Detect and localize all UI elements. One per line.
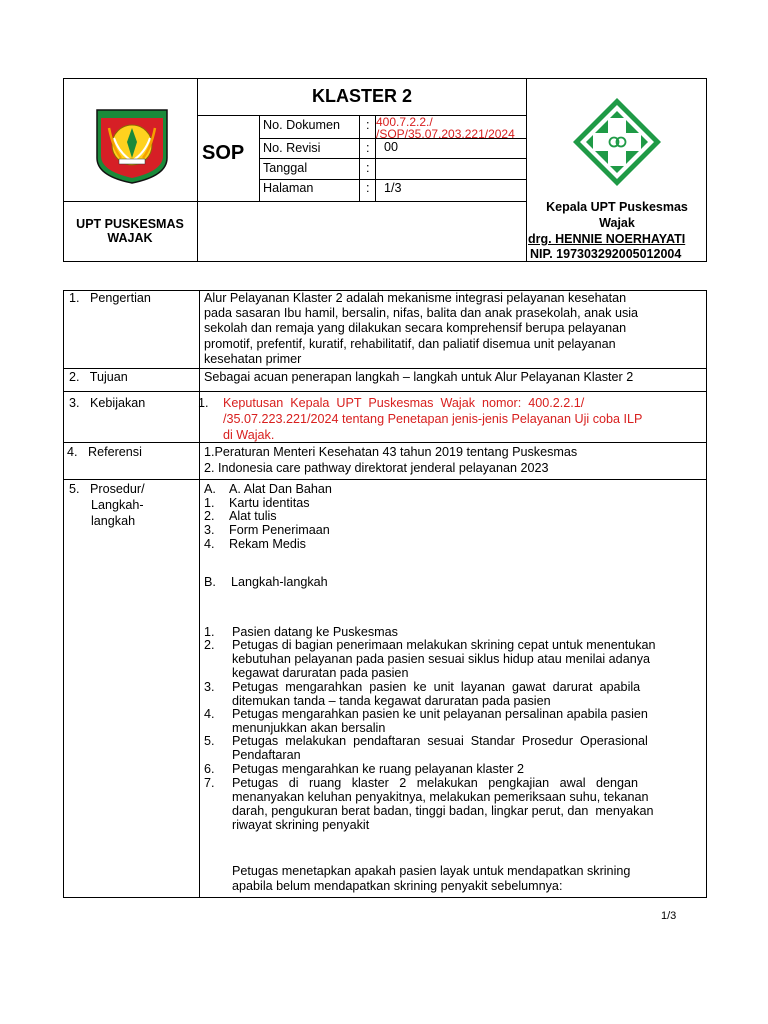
logo-banner-text: KABUPATEN MALANG: [95, 101, 171, 108]
alat-item: Form Penerimaan: [229, 523, 330, 537]
subsection-a-title: A. Alat Dan Bahan: [229, 482, 332, 496]
step-line: Pasien datang ke Puskesmas: [232, 625, 398, 639]
kebijakan-number: 1.: [198, 396, 209, 410]
alat-number: 3.: [204, 523, 215, 537]
step-number: 7.: [204, 776, 215, 790]
step-line: kebutuhan pelayanan pada pasien sesuai siklus hidup atau menilai adanya: [232, 652, 650, 666]
step-line: riwayat skrining penyakit: [232, 818, 370, 832]
closing-line: Petugas menetapkan apakah pasien layak untuk mendapatkan skrining: [232, 864, 631, 878]
alat-number: 1.: [204, 496, 215, 510]
signatory-name: drg. HENNIE NOERHAYATI: [528, 232, 686, 246]
pengertian-line: pada sasaran Ibu hamil, bersalin, nifas, balita dan anak prasekolah, anak usia: [204, 306, 639, 320]
doc-number-label: No. Dokumen: [263, 118, 340, 132]
section-label-pengertian: 1. Pengertian: [69, 291, 151, 305]
kebijakan-line: di Wajak.: [223, 428, 275, 442]
date-sep: :: [366, 161, 370, 175]
signatory-nip: NIP. 197303292005012004: [530, 247, 682, 261]
step-line: ditemukan tanda – tanda kegawat daruratan pada pasien: [232, 694, 551, 708]
step-line: Petugas melakukan pendaftaran sesuai Standar Prosedur Operasional: [232, 734, 648, 748]
section-label-prosedur: langkah: [91, 514, 136, 528]
step-number: 4.: [204, 707, 215, 721]
pengertian-line: Alur Pelayanan Klaster 2 adalah mekanisme integrasi pelayanan kesehatan: [204, 291, 627, 305]
alat-item: Rekam Medis: [229, 537, 306, 551]
step-line: kegawat daruratan pada pasien: [232, 666, 409, 680]
step-number: 3.: [204, 680, 215, 694]
step-line: Petugas di ruang klaster 2 melakukan pengkajian awal dengan: [232, 776, 639, 790]
kebijakan-line: Keputusan Kepala UPT Puskesmas Wajak nomor: 400.2.2.1/: [223, 396, 585, 410]
tujuan-text: Sebagai acuan penerapan langkah – langkah untuk Alur Pelayanan Klaster 2: [204, 370, 634, 384]
section-label-prosedur: Langkah-: [91, 498, 144, 512]
signatory-title: Kepala UPT Puskesmas: [546, 200, 688, 214]
step-line: Petugas mengarahkan ke ruang pelayanan klaster 2: [232, 762, 524, 776]
doc-number-sep: :: [366, 118, 370, 132]
puskesmas-logo: [571, 96, 663, 188]
alat-number: 4.: [204, 537, 215, 551]
section-label-referensi: 4. Referensi: [67, 445, 142, 459]
step-line: menunjukkan akan bersalin: [232, 721, 386, 735]
referensi-item: 1.Peraturan Menteri Kesehatan 43 tahun 2019 tentang Puskesmas: [204, 445, 578, 459]
revision-label: No. Revisi: [263, 141, 321, 155]
alat-item: Kartu identitas: [229, 496, 310, 510]
subsection-b-letter: B.: [204, 575, 216, 589]
section-label-prosedur: 5. Prosedur/: [69, 482, 145, 496]
subsection-b-title: Langkah-langkah: [231, 575, 328, 589]
section-label-tujuan: 2. Tujuan: [69, 370, 128, 384]
step-line: Petugas mengarahkan pasien ke unit layanan gawat darurat apabila: [232, 680, 641, 694]
pengertian-line: promotif, prefentif, kuratif, rehabilitatif, dan paliatif disemua unit pelayanan: [204, 337, 616, 351]
revision-sep: :: [366, 141, 370, 155]
doc-number-value-2: /SOP/35.07.203.221/2024: [376, 127, 515, 141]
step-number: 1.: [204, 625, 215, 639]
step-line: Petugas di bagian penerimaan melakukan skrining cepat untuk menentukan: [232, 638, 656, 652]
page-value: 1/3: [384, 181, 402, 195]
alat-item: Alat tulis: [229, 509, 277, 523]
kebijakan-line: /35.07.223.221/2024 tentang Penetapan jenis-jenis Pelayanan Uji coba ILP: [223, 412, 643, 426]
section-label-kebijakan: 3. Kebijakan: [69, 396, 146, 410]
pengertian-line: kesehatan primer: [204, 352, 302, 366]
revision-value: 00: [384, 140, 399, 154]
page-label: Halaman: [263, 181, 314, 195]
closing-line: apabila belum mendapatkan skrining penyakit sebelumnya:: [232, 879, 563, 893]
unit-name-line2: WAJAK: [107, 231, 153, 245]
step-number: 2.: [204, 638, 215, 652]
referensi-item: 2. Indonesia care pathway direktorat jenderal pelayanan 2023: [204, 461, 549, 475]
doc-number-value-1: 400.7.2.2./: [376, 115, 433, 129]
alat-number: 2.: [204, 509, 215, 523]
page-sep: :: [366, 181, 370, 195]
page-footer-number: 1/3: [661, 910, 677, 922]
date-label: Tanggal: [263, 161, 308, 175]
pengertian-line: sekolah dan remaja yang dilakukan secara komprehensif berupa pelayanan: [204, 321, 627, 335]
unit-name-line1: UPT PUSKESMAS: [76, 217, 184, 231]
signatory-location: Wajak: [599, 216, 635, 230]
subsection-a-letter: A.: [204, 482, 216, 496]
kabupaten-malang-logo: [89, 98, 175, 184]
document-title: KLASTER 2: [311, 86, 412, 106]
step-line: menanyakan keluhan penyakitnya, melakukan pemeriksaan suhu, tekanan: [232, 790, 649, 804]
step-line: Petugas mengarahkan pasien ke unit pelayanan persalinan apabila pasien: [232, 707, 648, 721]
step-line: darah, pengukuran berat badan, tinggi badan, lingkar perut, dan menyakan: [232, 804, 654, 818]
step-number: 6.: [204, 762, 215, 776]
sop-label: SOP: [202, 142, 245, 164]
step-line: Pendaftaran: [232, 748, 301, 762]
step-number: 5.: [204, 734, 215, 748]
